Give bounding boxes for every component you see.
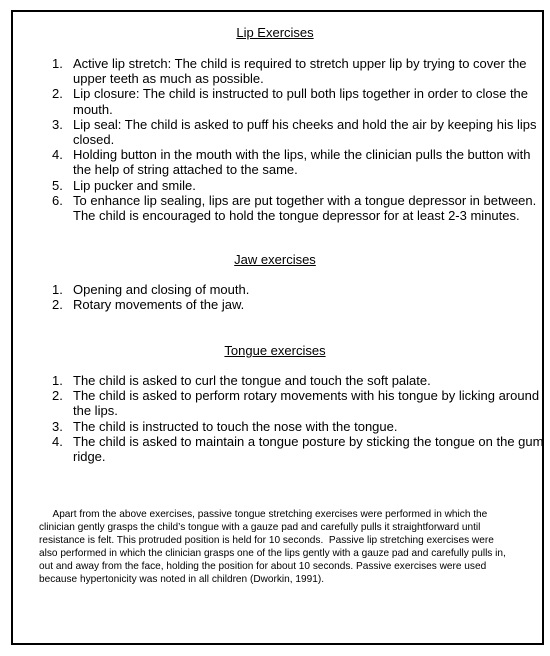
jaw-exercises-list	[52, 282, 542, 312]
item-number: 2.	[52, 297, 63, 313]
list-item	[52, 117, 546, 147]
tongue-exercises-list	[52, 373, 546, 464]
lip-exercises-list	[52, 56, 546, 223]
item-text: To enhance lip sealing, lips are put together with a tongue depressor in between. The child is encouraged to hold the tongue depressor for at least 2-3 minutes.	[73, 192, 537, 224]
item-number: 6.	[52, 192, 63, 208]
item-number: 3.	[52, 116, 63, 132]
list-item	[52, 86, 546, 116]
item-number: 5.	[52, 177, 63, 193]
item-text: Lip seal: The child is asked to puff his cheeks and hold the air by keeping his lips closed.	[73, 116, 537, 148]
item-number: 1.	[52, 282, 63, 297]
list-item	[52, 388, 546, 418]
item-number: 1.	[52, 56, 63, 71]
item-number: 2.	[52, 86, 63, 102]
tongue-exercises-heading: Tongue exercises	[224, 343, 326, 358]
item-text: Holding button in the mouth with the lips, while the clinician pulls the button with the help of string attached to the same.	[73, 147, 531, 178]
lip-exercises-heading: Lip Exercises	[236, 25, 314, 40]
item-number: 4.	[52, 147, 63, 163]
item-number: 3.	[52, 418, 63, 434]
list-item	[52, 434, 546, 464]
list-item	[52, 297, 542, 312]
list-item	[52, 178, 546, 193]
item-text: The child is asked to maintain a tongue posture by sticking the tongue on the gum ridge.	[73, 433, 544, 465]
closing-paragraph: Apart from the above exercises, passive tongue stretching exercises were performed in which the clinician gently grasps the child’s tongue with a gauze pad and carefully pulls it straightforward until resistance is felt. This protruded position is held for 10 seconds. Passive lip stretching exercises were also performed in which the clinician grasps one of the lips gently with a gauze pad and carefully pulls in, out and away from the face, holding the position for about 10 seconds. Passive exercises were used because hypertonicity was noted in all children (Dworkin, 1991).	[39, 509, 506, 586]
item-text: Lip pucker and smile.	[73, 177, 196, 193]
list-item	[52, 193, 546, 223]
list-item	[52, 282, 542, 297]
item-number: 1.	[52, 373, 63, 388]
list-item	[52, 419, 546, 434]
item-number: 4.	[52, 433, 63, 449]
item-text: Active lip stretch: The child is required to stretch upper lip by trying to cover the upper teeth as much as possible.	[73, 56, 527, 87]
jaw-exercises-heading: Jaw exercises	[234, 252, 316, 267]
item-text: The child is instructed to touch the nose with the tongue.	[73, 418, 398, 434]
item-text: The child is asked to perform rotary movements with his tongue by licking around the lips.	[73, 388, 540, 419]
list-item	[52, 147, 546, 177]
item-text: Lip closure: The child is instructed to pull both lips together in order to close the mouth.	[73, 86, 529, 117]
item-text: Opening and closing of mouth.	[73, 282, 250, 297]
item-text: The child is asked to curl the tongue and touch the soft palate.	[73, 373, 431, 388]
item-text: Rotary movements of the jaw.	[73, 297, 245, 313]
list-item	[52, 373, 546, 388]
item-number: 2.	[52, 388, 63, 404]
list-item	[52, 56, 546, 86]
